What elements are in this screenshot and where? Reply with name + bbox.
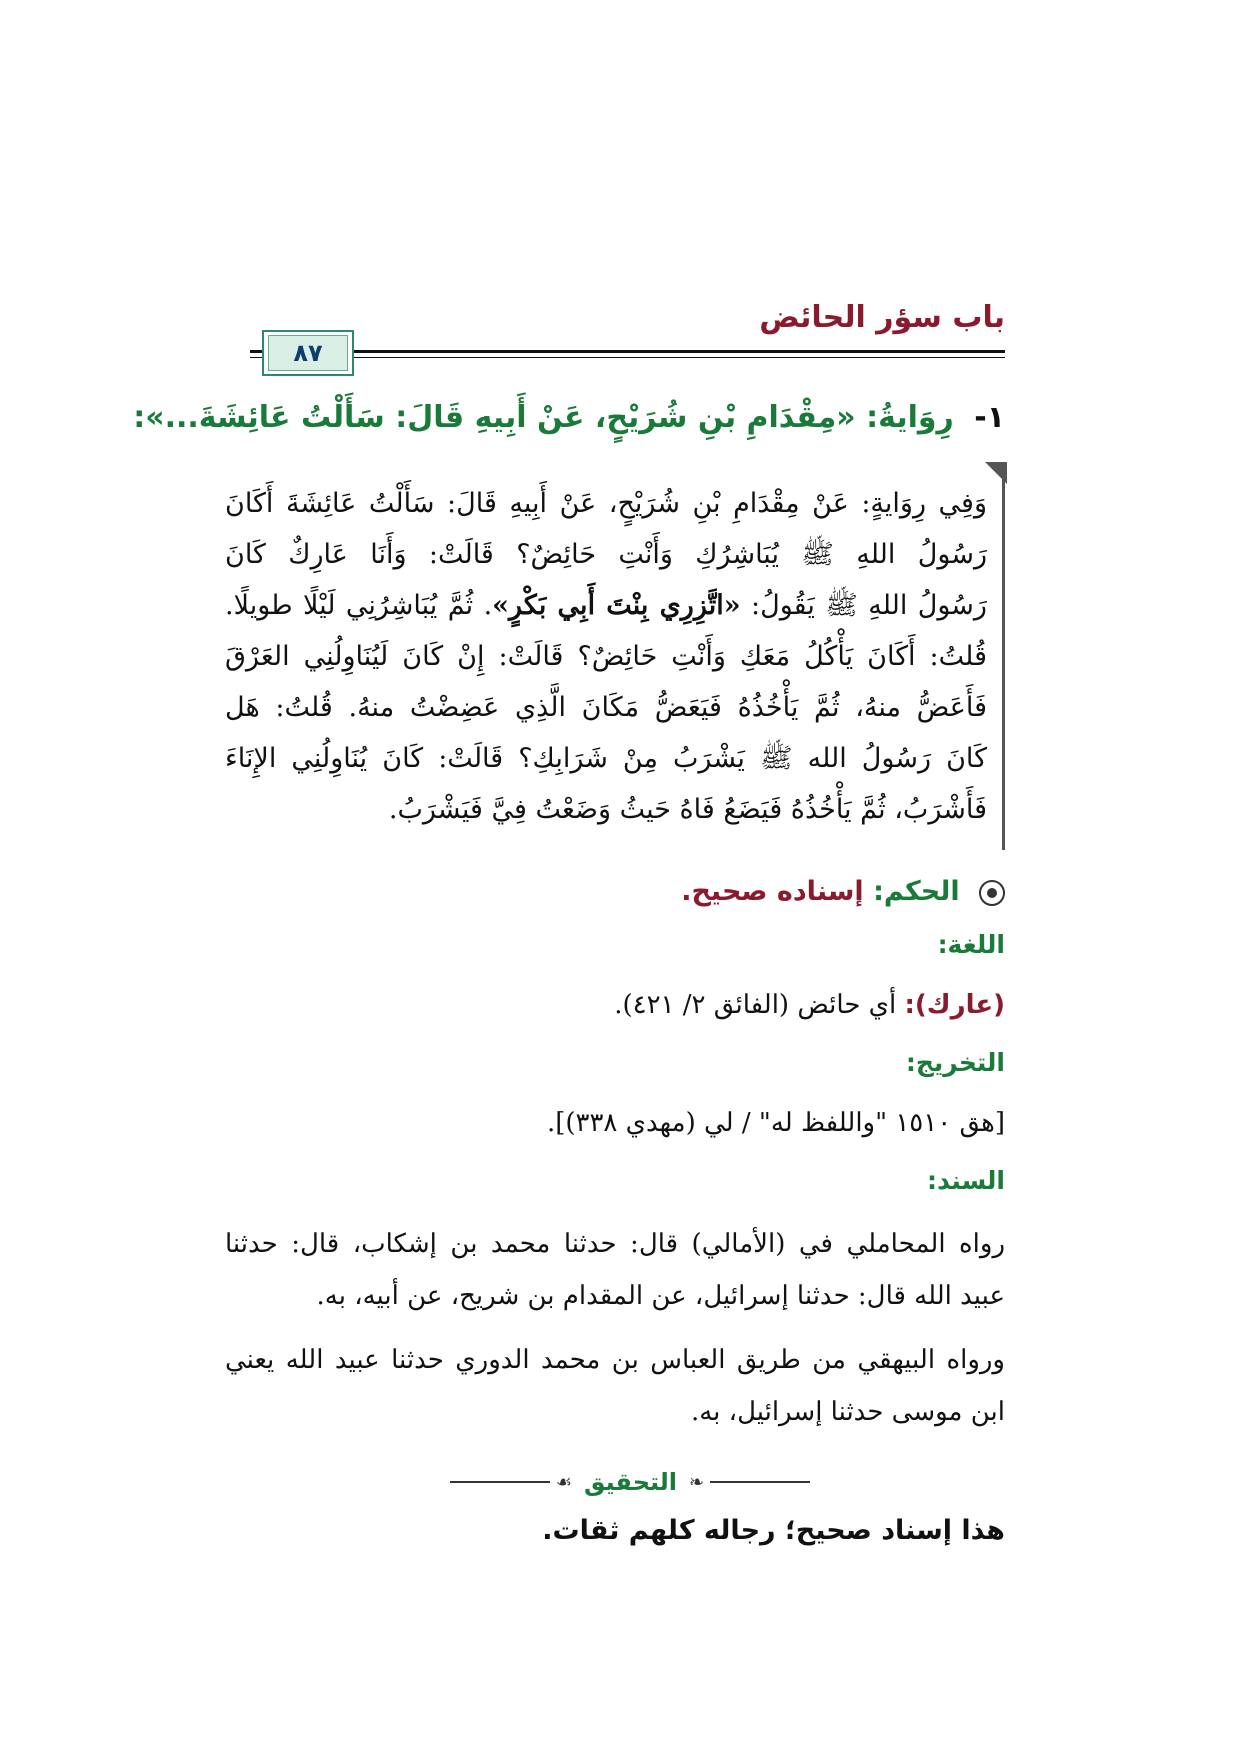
language-term: (عارك): — [904, 990, 1005, 1020]
running-header: باب سؤر الحائض — [759, 300, 1005, 335]
section-title: رِوَايةُ: «مِقْدَامِ بْنِ شُرَيْحٍ، عَنْ أَبِيهِ قَالَ: سَأَلْتُ عَائِشَةَ...»: — [133, 400, 954, 435]
hadith-text — [225, 478, 987, 835]
flower-ornament-icon — [979, 880, 1005, 906]
page-number: ٨٧ — [268, 335, 348, 371]
hadith-quote: «اتَّزِرِي بِنْتَ أَبِي بَكْرٍ» — [492, 590, 741, 621]
language-entry — [614, 980, 1005, 1030]
hadith-fragment: . ثُمَّ يُبَاشِرُنِي لَيْلًا طويلًا. — [225, 590, 493, 621]
language-heading: اللغة: — [937, 930, 1005, 959]
tahqiq-title: التحقيق — [584, 1468, 678, 1496]
header-rule-thin — [250, 357, 1005, 358]
hadith-line: قُلتُ: أَكَانَ يَأْكُلُ مَعَكِ وَأَنْتِ حَائِضٌ؟ قَالَتْ: إِنْ كَانَ لَيُنَاوِلُنِي العَرْقَ — [225, 641, 987, 672]
section-heading — [133, 400, 1005, 435]
sanad-heading: السند: — [926, 1166, 1005, 1195]
sanad-paragraph: رواه المحاملي في (الأمالي) قال: حدثنا محمد بن إشكاب، قال: حدثنا عبيد الله قال: حدثنا إسرائيل، عن المقدام بن شريح، عن أبيه، به. — [225, 1229, 1005, 1311]
page-number-badge — [262, 330, 354, 376]
takhrij-heading: التخريج: — [905, 1048, 1005, 1077]
divider-line — [710, 1481, 810, 1483]
ruling-value: إسناده صحيح. — [681, 876, 864, 907]
divider-line — [450, 1481, 550, 1483]
tahqiq-conclusion: هذا إسناد صحيح؛ رجاله كلهم ثقات. — [542, 1515, 1005, 1546]
ornament-icon: ☙ — [555, 1471, 572, 1493]
language-definition: أي حائض (الفائق ٢/ ٤٢١). — [614, 990, 897, 1020]
hadith-line: رَسُولُ اللهِ ﷺ يُبَاشِرُكِ وَأَنْتِ حَائِضٌ؟ قَالَتْ: وَأَنَا عَارِكٌ كَانَ — [225, 539, 987, 570]
takhrij-text: [هق ١٥١٠ "واللفظ له" / لي (مهدي ٣٣٨)]. — [546, 1108, 1005, 1138]
ornament-icon: ❧ — [689, 1471, 705, 1493]
hadith-line: فَأَعَضُّ منهُ، ثُمَّ يَأْخُذُهُ فَيَعَضُّ مَكَانَ الَّذِي عَضِضْتُ منهُ. قُلتُ: هَل — [225, 692, 987, 723]
hadith-line: فَأَشْرَبُ، ثُمَّ يَأْخُذُهُ فَيَضَعُ فَاهُ حَيثُ وَضَعْتُ فِيَّ فَيَشْرَبُ. — [388, 794, 987, 825]
hadith-line: كَانَ رَسُولُ الله ﷺ يَشْرَبُ مِنْ شَرَابِكِ؟ قَالَتْ: كَانَ يُنَاوِلُنِي الإِنَاءَ — [225, 743, 987, 774]
tahqiq-divider — [450, 1462, 810, 1502]
header-rule — [250, 350, 1005, 353]
hadith-line — [225, 580, 987, 631]
sanad-paragraph: ورواه البيهقي من طريق العباس بن محمد الدوري حدثنا عبيد الله يعني ابن موسى حدثنا إسرائيل، به. — [225, 1345, 1005, 1427]
hadith-line: وَفِي رِوَايةٍ: عَنْ مِقْدَامِ بْنِ شُرَيْحٍ، عَنْ أَبِيهِ قَالَ: سَأَلْتُ عَائِشَةَ أَكَانَ — [225, 488, 987, 519]
section-number: ١- — [974, 400, 1005, 435]
ruling-label: الحكم: — [873, 876, 960, 907]
hadith-fragment: رَسُولُ اللهِ ﷺ يَقُولُ: — [751, 590, 987, 621]
ruling — [681, 876, 1005, 907]
